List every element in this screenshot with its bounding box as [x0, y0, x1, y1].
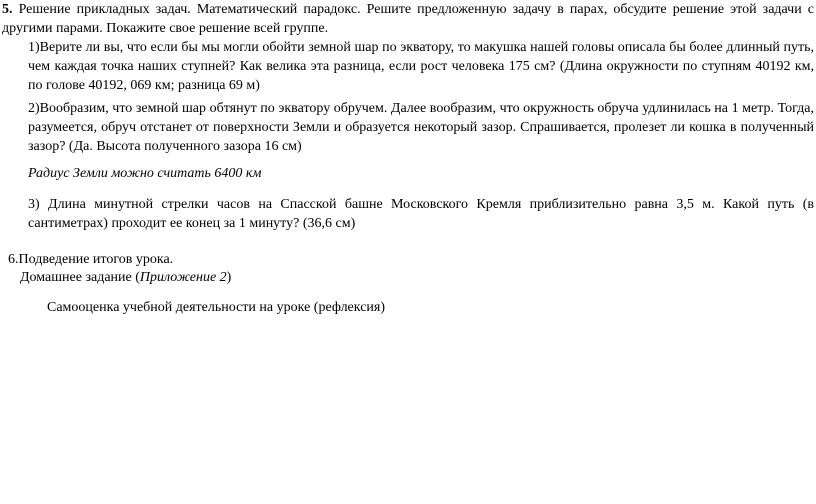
- section-5-paragraph: [2, 0, 814, 38]
- earth-radius-note: [28, 164, 628, 183]
- homework-prefix: Домашнее задание (: [20, 270, 140, 285]
- homework-suffix: ): [226, 270, 232, 285]
- section-6-title: [8, 250, 608, 269]
- reflection-line: [47, 298, 647, 317]
- task-3-paragraph: [28, 195, 814, 233]
- section-5-number: 5.: [2, 2, 13, 17]
- homework-appendix-ref: Приложение 2: [139, 270, 227, 285]
- section-6-title-text: 6.Подведение итогов урока.: [8, 252, 174, 267]
- homework-line: [20, 268, 620, 287]
- task-1-text: 1)Верите ли вы, что если бы мы могли обойти земной шар по экватору, то макушка нашей головы описала бы более длинный путь, чем каждая точка наших ступней? Как велика эта разница, если рост человека 175 см? (Длина окружности по ступням 40192 км, по голове 40192, 069 км; разница 69 м): [28, 40, 814, 93]
- task-2-paragraph: [28, 99, 814, 156]
- earth-radius-note-text: Радиус Земли можно считать 6400 км: [28, 166, 262, 181]
- task-3-text: 3) Длина минутной стрелки часов на Спасской башне Московского Кремля приблизительно равна 3,5 м. Какой путь (в сантиметрах) проходит ее конец за 1 минуту? (36,6 см): [28, 197, 814, 231]
- reflection-text: Самооценка учебной деятельности на уроке (рефлексия): [47, 300, 386, 315]
- task-1-paragraph: [28, 38, 814, 95]
- section-5-text: Решение прикладных задач. Математический парадокс. Решите предложенную задачу в парах, обсудите решение этой задачи с другими парами. Покажите свое решение всей группе.: [2, 2, 814, 36]
- task-2-text: 2)Вообразим, что земной шар обтянут по экватору обручем. Далее вообразим, что окружность обруча удлинилась на 1 метр. Тогда, разумеется, обруч отстанет от поверхности Земли и образуется некоторый зазор. Спрашивается, пролезет ли кошка в полученный зазор? (Да. Высота полученного зазора 16 см): [28, 101, 814, 154]
